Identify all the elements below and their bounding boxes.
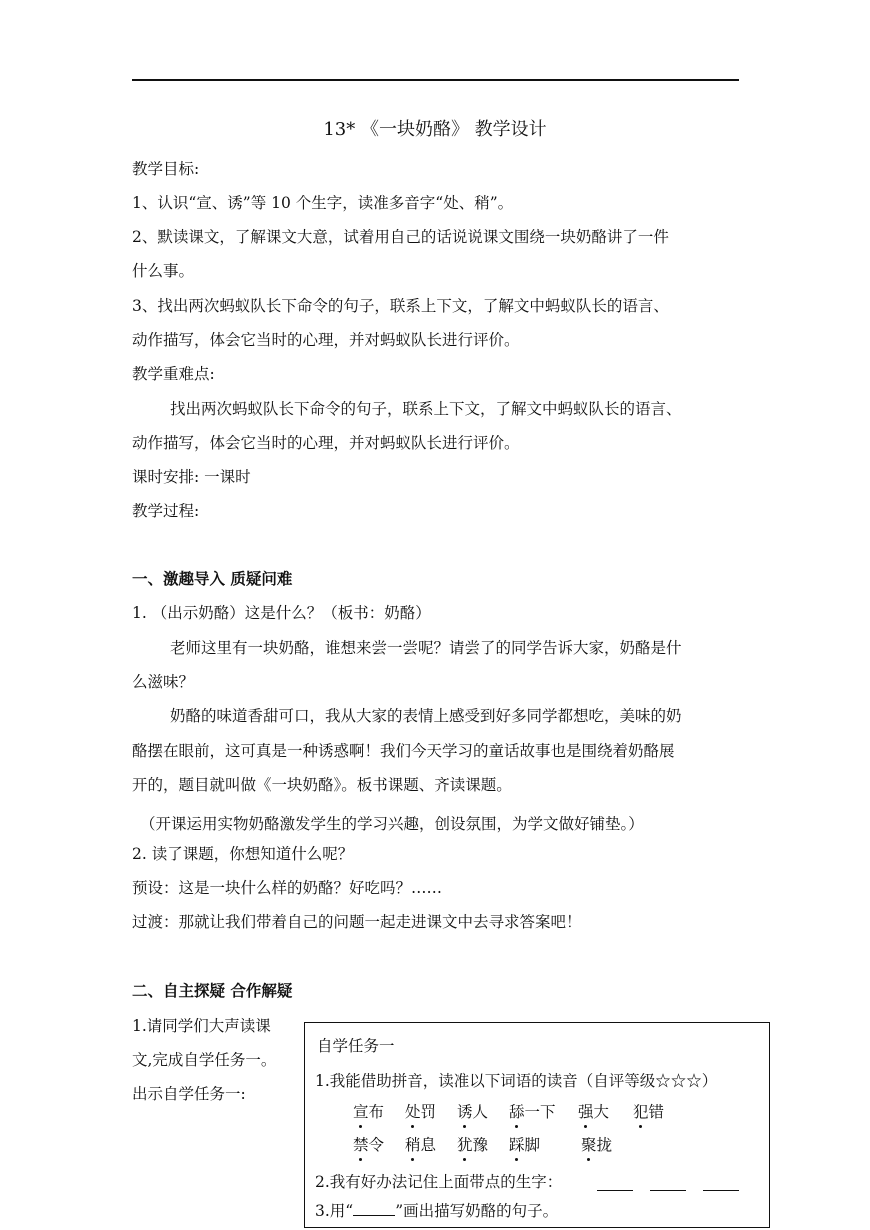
vocab-rest: 豫 [472, 1136, 489, 1154]
task-item-3-suffix: ”画出描写奶酪的句子。 [395, 1202, 559, 1220]
schedule: 课时安排: 一课时 [132, 468, 251, 486]
answer-blank-1[interactable] [597, 1190, 633, 1191]
task-item-1: 1.我能借助拼音，读准以下词语的读音（自评等级☆☆☆） [315, 1072, 718, 1090]
goal-1: 1、认识“宣、诱”等 10 个生字，读准多音字“处、稍”。 [132, 194, 514, 212]
section-1-para-2-line-3: 开的，题目就叫做《一块奶酪》。板书课题、齐读课题。 [132, 776, 512, 794]
goal-2-line-1: 2、默读课文，了解课文大意，试着用自己的话说说课文围绕一块奶酪讲了一件 [132, 228, 669, 246]
vocab-rest: 布 [368, 1103, 385, 1121]
key-points-heading: 教学重难点: [132, 365, 215, 383]
process-heading: 教学过程: [132, 502, 200, 520]
dotted-char: 舔 [509, 1103, 525, 1121]
section-2-heading: 二、自主探疑 合作解疑 [132, 981, 293, 1000]
vocab-word [457, 1101, 488, 1123]
vocab-word [457, 1134, 488, 1156]
vocab-rest: 令 [368, 1136, 385, 1154]
dotted-char: 犹 [457, 1136, 473, 1154]
goals-heading: 教学目标: [132, 160, 200, 178]
section-1-item-1: 1. （出示奶酪）这是什么？（板书：奶酪） [132, 604, 431, 622]
section-1-preset: 预设：这是一块什么样的奶酪？好吃吗？…… [132, 879, 443, 897]
dotted-char: 强 [578, 1103, 594, 1121]
section-1-para-1-line-1: 老师这里有一块奶酪，谁想来尝一尝呢？请尝了的同学告诉大家，奶酪是什 [170, 639, 682, 657]
vocab-rest: 人 [472, 1103, 489, 1121]
vocab-rest: 罚 [420, 1103, 437, 1121]
goal-3-line-2: 动作描写，体会它当时的心理，并对蚂蚁队长进行评价。 [132, 331, 520, 349]
goal-3-line-1: 3、找出两次蚂蚁队长下命令的句子，联系上下文，了解文中蚂蚁队长的语言、 [132, 297, 669, 315]
dotted-char: 宣 [353, 1103, 369, 1121]
vocab-word [353, 1101, 384, 1123]
section-1-note: （开课运用实物奶酪激发学生的学习兴趣，创设氛围，为学文做好铺垫。） [140, 815, 644, 833]
page-title: 13* 《一块奶酪》 教学设计 [323, 119, 547, 140]
dotted-char: 稍 [405, 1136, 421, 1154]
vocab-rest: 大 [593, 1103, 610, 1121]
vocab-word [353, 1134, 384, 1156]
vocab-rest: 一下 [524, 1103, 556, 1121]
dotted-char: 禁 [353, 1136, 369, 1154]
vocab-word [633, 1101, 664, 1123]
answer-blank-2[interactable] [650, 1190, 686, 1191]
dotted-char: 犯 [633, 1103, 649, 1121]
vocab-rest: 拢 [596, 1136, 613, 1154]
answer-blank-3[interactable] [703, 1190, 739, 1191]
section-1-item-2: 2. 读了课题，你想知道什么呢？ [132, 845, 354, 863]
task-item-3 [315, 1200, 558, 1222]
vocab-rest: 息 [420, 1136, 437, 1154]
task-heading: 自学任务一 [317, 1037, 395, 1055]
section-1-transition: 过渡：那就让我们带着自己的问题一起走进课文中去寻求答案吧！ [132, 913, 582, 931]
section-2-left-line-1: 1.请同学们大声读课 [132, 1017, 271, 1035]
vocab-word [405, 1101, 436, 1123]
vocab-word [509, 1134, 540, 1156]
task-item-2: 2.我有好办法记住上面带点的生字： [315, 1173, 563, 1191]
section-1-para-1-line-2: 么滋味？ [132, 673, 195, 691]
underline-sample [353, 1201, 395, 1216]
dotted-char: 聚 [581, 1136, 597, 1154]
self-study-task-box [304, 1022, 770, 1228]
dotted-char: 处 [405, 1103, 421, 1121]
section-1-para-2-line-2: 酪摆在眼前，这可真是一种诱惑啊！我们今天学习的童话故事也是围绕着奶酪展 [132, 742, 675, 760]
section-1-heading: 一、激趣导入 质疑问难 [132, 569, 293, 588]
header-rule [132, 79, 739, 81]
vocab-word [578, 1101, 609, 1123]
vocab-rest: 错 [648, 1103, 665, 1121]
section-2-left-line-3: 出示自学任务一: [132, 1085, 246, 1103]
key-points-line-1: 找出两次蚂蚁队长下命令的句子，联系上下文，了解文中蚂蚁队长的语言、 [170, 400, 682, 418]
task-item-3-prefix: 3.用“ [315, 1202, 354, 1220]
section-2-left-line-2: 文,完成自学任务一。 [132, 1051, 277, 1069]
vocab-word [405, 1134, 436, 1156]
section-1-para-2-line-1: 奶酪的味道香甜可口，我从大家的表情上感受到好多同学都想吃，美味的奶 [170, 707, 682, 725]
goal-2-line-2: 什么事。 [132, 262, 195, 280]
vocab-word [509, 1101, 556, 1123]
dotted-char: 踩 [509, 1136, 525, 1154]
dotted-char: 诱 [457, 1103, 473, 1121]
vocab-rest: 脚 [524, 1136, 541, 1154]
key-points-line-2: 动作描写，体会它当时的心理，并对蚂蚁队长进行评价。 [132, 434, 520, 452]
vocab-word [581, 1134, 612, 1156]
